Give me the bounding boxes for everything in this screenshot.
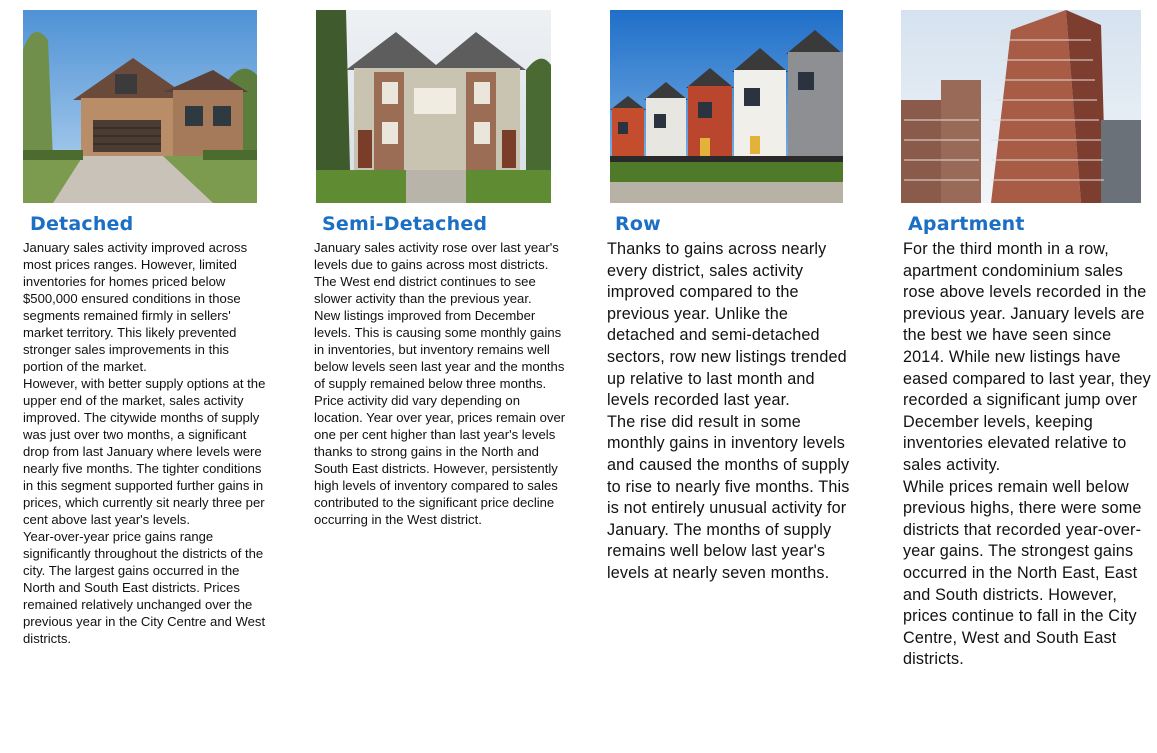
paragraph: Thanks to gains across nearly every district, sales activity improved compared to the previous year. Unlike the detached and semi-detached sectors, row new listings trended up relative to last month and levels recorded last year. xyxy=(607,240,847,410)
paragraph: While prices remain well below previous highs, there were some districts that recorded year-over-year gains. The strongest gains occurred in the North East, East and South districts. However, prices continue to fall in the City Centre, West and South East districts. xyxy=(903,477,1142,669)
semi-detached-house-photo xyxy=(316,10,551,203)
section-title: Row xyxy=(615,213,661,235)
row-houses-photo xyxy=(610,10,843,203)
section-title: Apartment xyxy=(908,213,1025,235)
section-body xyxy=(607,239,855,585)
section-body xyxy=(23,239,271,647)
paragraph: For the third month in a row, apartment condominium sales rose above levels recorded in the previous year. January levels are the best we have seen since 2014. While new listings have eased compared to last year, they recorded a significant jump over December levels, keeping inventories elevated relative to sales activity. xyxy=(903,240,1151,474)
section-title: Detached xyxy=(30,213,134,235)
paragraph: New listings improved from December levels. This is causing some monthly gains in inventories, but inventory remains well below levels seen last year and the months of supply remained below three months. xyxy=(314,308,565,391)
paragraph: The rise did result in some monthly gains in inventory levels and caused the months of supply to rise to nearly five months. This is not entirely unusual activity for January. The months of supply remains well below last year's levels at nearly seven months. xyxy=(607,412,850,582)
paragraph: January sales activity rose over last year's levels due to gains across most districts. The West end district continues to see slower activity than the previous year. xyxy=(314,240,559,306)
section-title: Semi-Detached xyxy=(322,213,488,235)
paragraph: Year-over-year price gains range significantly throughout the districts of the city. The largest gains occurred in the North and South East districts. Prices remained relatively unchanged over the previous year in the City Centre and West districts. xyxy=(23,529,266,646)
section-body xyxy=(314,239,566,528)
section-body xyxy=(903,239,1151,671)
paragraph: January sales activity improved across most prices ranges. However, limited inventories for homes priced below $500,000 ensured conditions in those segments remained firmly in sellers' market territory. This likely prevented stronger sales improvements in this portion of the market. xyxy=(23,240,248,374)
paragraph: However, with better supply options at the upper end of the market, sales activity improved. The citywide months of supply was just over two months, a significant drop from last January where levels were nearly five months. The tighter conditions in this segment supported further gains in prices, which currently sit nearly three per cent above last year's levels. xyxy=(23,376,266,527)
detached-house-photo xyxy=(23,10,257,203)
apartment-tower-photo xyxy=(901,10,1141,203)
paragraph: Price activity did vary depending on location. Year over year, prices remain over one per cent higher than last year's levels thanks to strong gains in the North and South East districts. However, persistently high levels of inventory compared to sales contributed to the significant price decline occurring in the West district. xyxy=(314,393,566,527)
